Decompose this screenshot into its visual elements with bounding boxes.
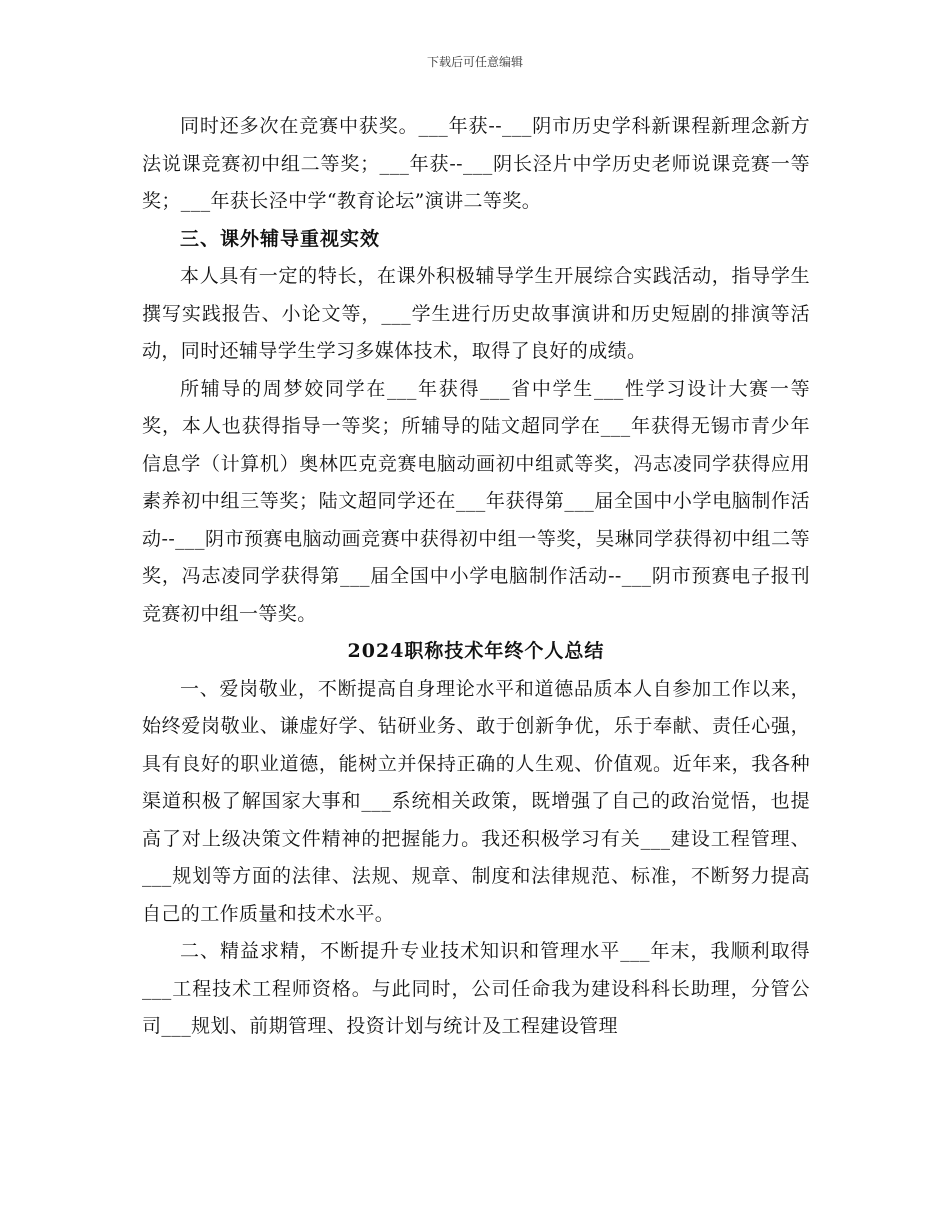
paragraph-dedication: 一、爱岗敬业，不断提高自身理论水平和道德品质本人自参加工作以来，始终爱岗敬业、谦虚好学、钻研业务、敢于创新争优，乐于奉献、责任心强，具有良好的职业道德，能树立并保持正确的人生观、价值观。近年来，我各种渠道积极了解国家大事和___系统相关政策，既增强了自己的政治觉悟，也提高了对上级决策文件精神的把握能力。我还积极学习有关___建设工程管理、___规划等方面的法律、法规、规章、制度和法律规范、标准，不断努力提高自己的工作质量和技术水平。	[142, 677, 810, 925]
paragraph-awards: 同时还多次在竞赛中获奖。___年获--___阴市历史学科新课程新理念新方法说课竞赛初中组二等奖；___年获--___阴长泾片中学历史老师说课竞赛一等奖；___年获长泾中学“教育论坛”演讲二等奖。	[142, 115, 810, 212]
paragraph-excellence: 二、精益求精，不断提升专业技术知识和管理水平___年末，我顺利取得___工程技术工程师资格。与此同时，公司任命我为建设科科长助理，分管公司___规划、前期管理、投资计划与统计及工程建设管理	[142, 940, 810, 1037]
paragraph-extracurricular: 本人具有一定的特长，在课外积极辅导学生开展综合实践活动，指导学生撰写实践报告、小论文等，___学生进行历史故事演讲和历史短剧的排演等活动，同时还辅导学生学习多媒体技术，取得了良好的成绩。	[142, 265, 810, 362]
paragraph-student-awards: 所辅导的周梦姣同学在___年获得___省中学生___性学习设计大赛一等奖，本人也获得指导一等奖；所辅导的陆文超同学在___年获得无锡市青少年信息学（计算机）奥林匹克竞赛电脑动画初中组贰等奖，冯志凌同学获得应用素养初中组三等奖；陆文超同学还在___年获得第___届全国中小学电脑制作活动--___阴市预赛电脑动画竞赛中获得初中组一等奖，吴琳同学获得初中组二等奖，冯志凌同学获得第___届全国中小学电脑制作活动--___阴市预赛电子报刊竞赛初中组一等奖。	[142, 377, 810, 625]
document-body	[142, 108, 810, 1046]
page-header: 下载后可任意编辑	[426, 55, 523, 69]
section-heading-extracurricular: 三、课外辅导重视实效	[180, 227, 381, 250]
document-title: 2024职称技术年终个人总结	[347, 640, 605, 662]
